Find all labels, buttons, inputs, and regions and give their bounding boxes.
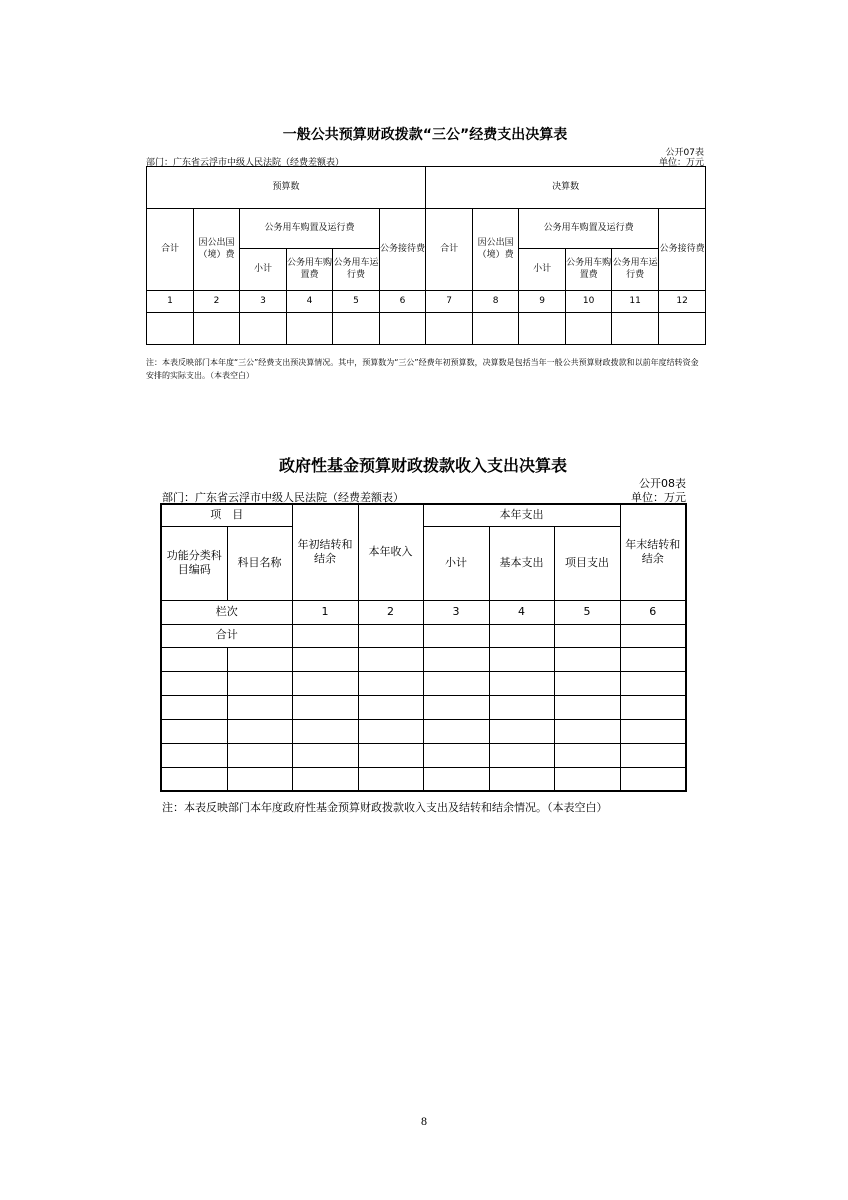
col-number: 4 bbox=[287, 291, 333, 313]
column-number-row bbox=[161, 600, 686, 624]
final-reception-header: 公务接待费 bbox=[659, 209, 706, 291]
column-number-row bbox=[147, 291, 706, 313]
budget-reception-header: 公务接待费 bbox=[380, 209, 426, 291]
budget-header: 预算数 bbox=[147, 167, 426, 209]
table1-title: 一般公共预算财政拨款“三公”经费支出决算表 bbox=[282, 127, 568, 143]
col-number: 9 bbox=[519, 291, 566, 313]
col-number: 1 bbox=[292, 600, 358, 624]
table2-department: 部门：广东省云浮市中级人民法院（经费差额表） bbox=[162, 491, 404, 504]
income-header: 本年收入 bbox=[358, 504, 423, 600]
col-number: 3 bbox=[240, 291, 287, 313]
item-header: 项 目 bbox=[161, 504, 292, 526]
table2-unit: 单位：万元 bbox=[631, 491, 686, 504]
row-index-label: 栏次 bbox=[161, 600, 292, 624]
table-row bbox=[161, 695, 686, 719]
project-exp-header: 项目支出 bbox=[554, 526, 620, 600]
table-row bbox=[147, 313, 706, 345]
col-number: 12 bbox=[659, 291, 706, 313]
table-row bbox=[161, 767, 686, 791]
table1-code: 公开07表 bbox=[665, 148, 704, 158]
table-row bbox=[161, 719, 686, 743]
col-number: 6 bbox=[620, 600, 686, 624]
col-number: 5 bbox=[333, 291, 380, 313]
budget-vehicle-header: 公务用车购置及运行费 bbox=[240, 209, 380, 249]
exp-subtotal-header: 小计 bbox=[423, 526, 489, 600]
total-label: 合计 bbox=[161, 624, 292, 647]
table-row bbox=[161, 743, 686, 767]
col-number: 10 bbox=[566, 291, 612, 313]
begin-balance-header: 年初结转和结余 bbox=[292, 504, 358, 600]
col-number: 2 bbox=[358, 600, 423, 624]
col-number: 7 bbox=[426, 291, 473, 313]
government-fund-table bbox=[160, 503, 687, 792]
table2-title: 政府性基金预算财政拨款收入支出决算表 bbox=[278, 456, 567, 475]
table-row bbox=[161, 647, 686, 671]
page-number: 8 bbox=[421, 1114, 427, 1128]
final-vehicle-header: 公务用车购置及运行费 bbox=[519, 209, 659, 249]
table-row bbox=[161, 671, 686, 695]
func-code-header: 功能分类科目编码 bbox=[161, 526, 227, 600]
final-total-header: 合计 bbox=[426, 209, 473, 291]
final-operation-header: 公务用车运行费 bbox=[612, 249, 659, 291]
final-header: 决算数 bbox=[426, 167, 706, 209]
budget-purchase-header: 公务用车购置费 bbox=[287, 249, 333, 291]
col-number: 3 bbox=[423, 600, 489, 624]
table1-note: 注：本表反映部门本年度“三公”经费支出预决算情况。其中，预算数为“三公”经费年初预算数，决算数是包括当年一般公共预算财政拨款和以前年度结转资金安排的实际支出。（本表空白） bbox=[146, 358, 699, 380]
table2-code: 公开08表 bbox=[639, 477, 686, 490]
final-subtotal-header: 小计 bbox=[519, 249, 566, 291]
col-number: 5 bbox=[554, 600, 620, 624]
subject-name-header: 科目名称 bbox=[227, 526, 292, 600]
table1-unit: 单位：万元 bbox=[658, 158, 704, 168]
final-purchase-header: 公务用车购置费 bbox=[566, 249, 612, 291]
col-number: 4 bbox=[489, 600, 554, 624]
budget-operation-header: 公务用车运行费 bbox=[333, 249, 380, 291]
col-number: 8 bbox=[473, 291, 519, 313]
table1-department: 部门：广东省云浮市中级人民法院（经费差额表） bbox=[146, 158, 345, 168]
budget-subtotal-header: 小计 bbox=[240, 249, 287, 291]
three-public-expenses-table bbox=[146, 166, 706, 345]
col-number: 1 bbox=[147, 291, 194, 313]
expenditure-header: 本年支出 bbox=[423, 504, 620, 526]
end-balance-header: 年末结转和结余 bbox=[620, 504, 686, 600]
final-abroad-header: 因公出国（境）费 bbox=[473, 209, 519, 291]
table2-note: 注：本表反映部门本年度政府性基金预算财政拨款收入支出及结转和结余情况。（本表空白） bbox=[162, 801, 608, 814]
col-number: 11 bbox=[612, 291, 659, 313]
total-row bbox=[161, 624, 686, 647]
basic-exp-header: 基本支出 bbox=[489, 526, 554, 600]
budget-total-header: 合计 bbox=[147, 209, 194, 291]
budget-abroad-header: 因公出国（境）费 bbox=[194, 209, 240, 291]
col-number: 2 bbox=[194, 291, 240, 313]
col-number: 6 bbox=[380, 291, 426, 313]
